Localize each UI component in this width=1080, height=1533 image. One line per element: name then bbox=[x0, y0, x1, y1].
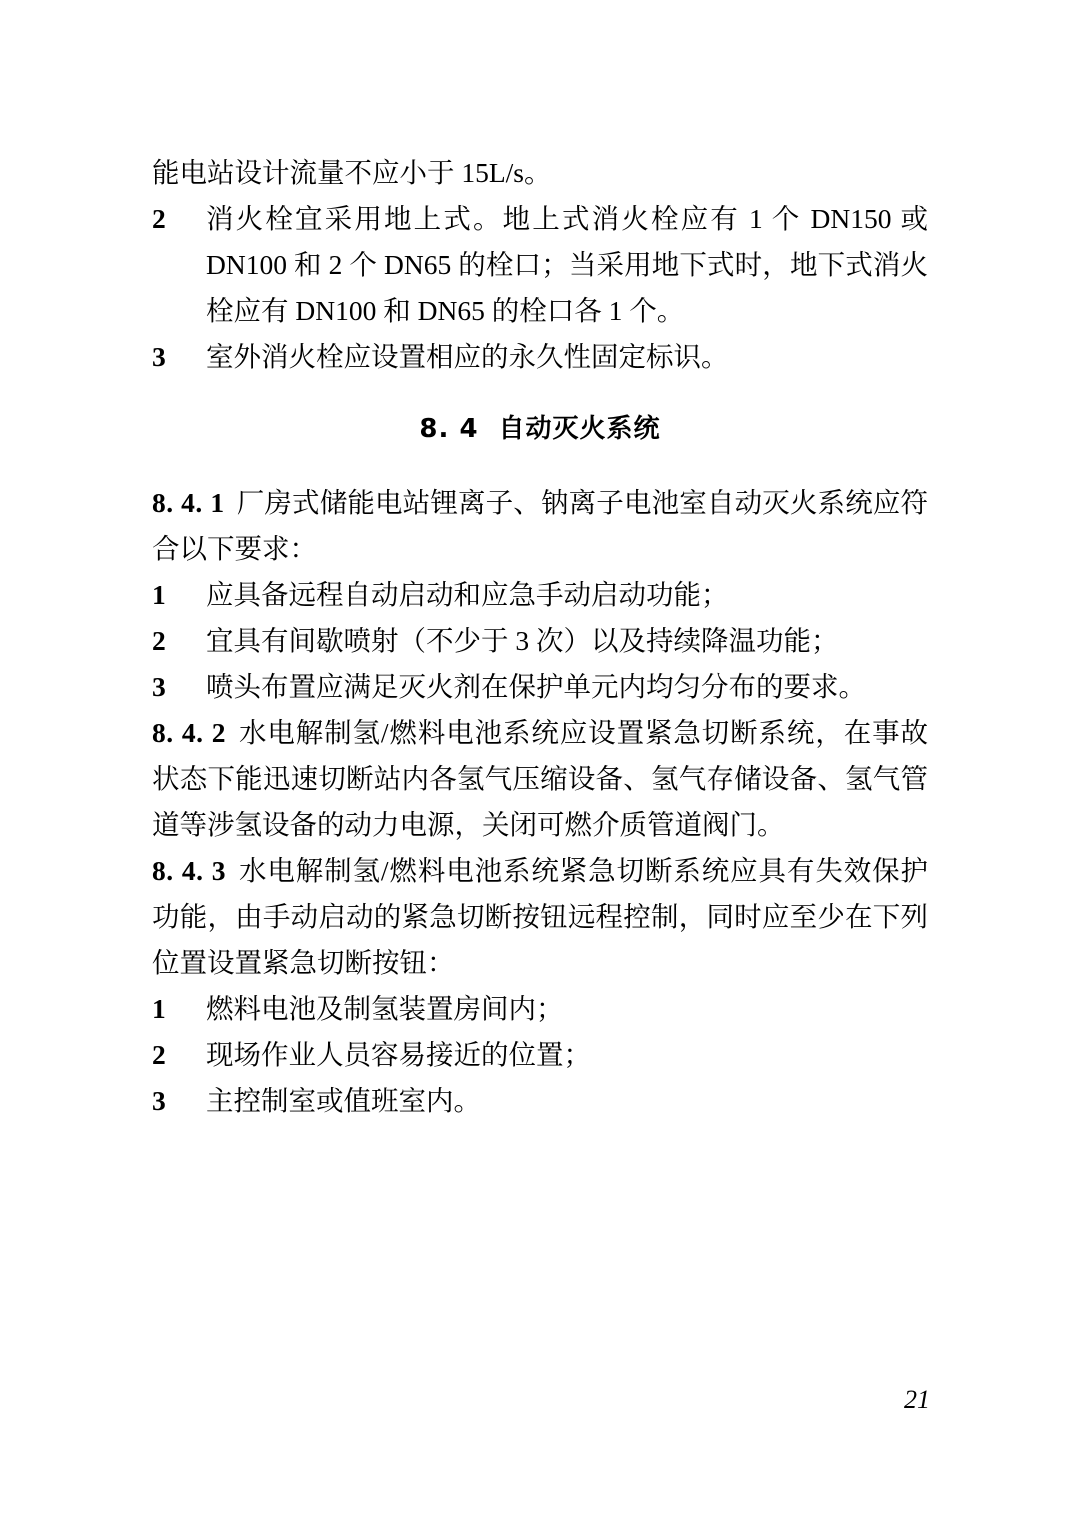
list-item-text: 主控制室或值班室内。 bbox=[206, 1085, 481, 1116]
continuation-paragraph: 能电站设计流量不应小于 15L/s。 bbox=[152, 157, 552, 188]
list-item-text: 现场作业人员容易接近的位置； bbox=[206, 1039, 591, 1070]
list-item bbox=[152, 664, 928, 710]
list-item-number: 3 bbox=[152, 1085, 166, 1116]
clause-8-4-2 bbox=[152, 710, 928, 848]
section-heading bbox=[152, 406, 928, 452]
list-item bbox=[152, 1032, 928, 1078]
list-item bbox=[152, 618, 928, 664]
clause-number: 8. 4. 1 bbox=[152, 487, 225, 518]
list-item-number: 2 bbox=[152, 203, 166, 234]
section-number: 8. 4 bbox=[419, 414, 479, 444]
list-item-text: 喷头布置应满足灭火剂在保护单元内均匀分布的要求。 bbox=[206, 671, 866, 702]
page-number: 21 bbox=[904, 1385, 930, 1414]
list-item-number: 1 bbox=[152, 993, 166, 1024]
list-item-text: 宜具有间歇喷射（不少于 3 次）以及持续降温功能； bbox=[206, 625, 839, 656]
list-item-number: 2 bbox=[152, 1039, 166, 1070]
page-content bbox=[152, 150, 928, 1124]
clause-text: 厂房式储能电站锂离子、钠离子电池室自动灭火系统应符合以下要求： bbox=[152, 487, 929, 564]
list-item-number: 3 bbox=[152, 671, 166, 702]
section-title-text: 自动灭火系统 bbox=[498, 414, 661, 444]
list-item bbox=[152, 986, 928, 1032]
list-item bbox=[152, 1078, 928, 1124]
list-item bbox=[152, 572, 928, 618]
clause-8-4-1 bbox=[152, 480, 928, 572]
list-item-text: 室外消火栓应设置相应的永久性固定标识。 bbox=[206, 341, 729, 372]
list-item-text: 燃料电池及制氢装置房间内； bbox=[206, 993, 564, 1024]
clause-text: 水电解制氢/燃料电池系统紧急切断系统应具有失效保护功能，由手动启动的紧急切断按钮远程控制，同时应至少在下列位置设置紧急切断按钮： bbox=[152, 855, 929, 978]
list-item bbox=[152, 196, 928, 334]
list-item-number: 3 bbox=[152, 341, 166, 372]
list-item-number: 1 bbox=[152, 579, 166, 610]
list-item-text: 消火栓宜采用地上式。地上式消火栓应有 1 个 DN150 或 DN100 和 2 个 DN65 的栓口；当采用地下式时，地下式消火栓应有 DN100 和 DN65 的栓口各 1 个。 bbox=[206, 203, 928, 326]
list-item bbox=[152, 334, 928, 380]
clause-8-4-3 bbox=[152, 848, 928, 986]
clause-number: 8. 4. 2 bbox=[152, 717, 227, 748]
clause-text: 水电解制氢/燃料电池系统应设置紧急切断系统，在事故状态下能迅速切断站内各氢气压缩设备、氢气存储设备、氢气管道等涉氢设备的动力电源，关闭可燃介质管道阀门。 bbox=[152, 717, 929, 840]
list-item-number: 2 bbox=[152, 625, 166, 656]
clause-number: 8. 4. 3 bbox=[152, 855, 227, 886]
list-item-text: 应具备远程自动启动和应急手动启动功能； bbox=[206, 579, 729, 610]
